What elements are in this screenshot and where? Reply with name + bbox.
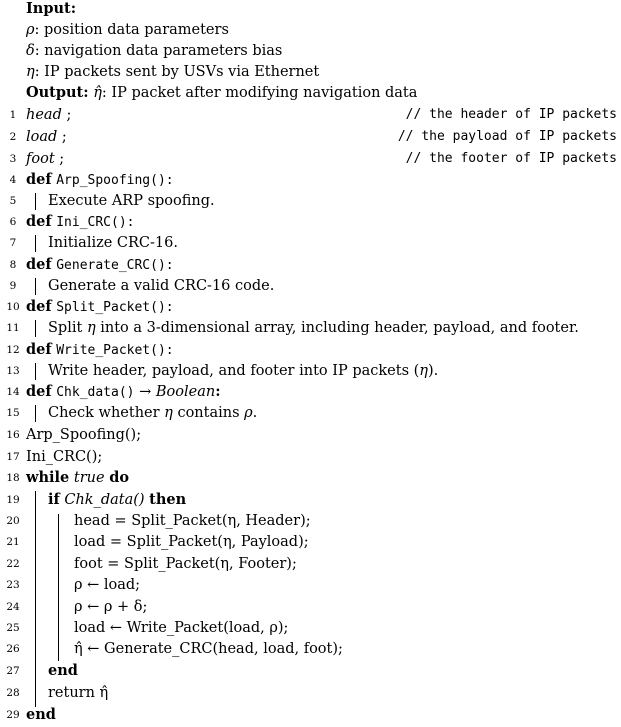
algo-line-7 — [0, 232, 621, 254]
input-eta — [0, 61, 621, 83]
input-header — [0, 0, 621, 20]
output-line — [0, 82, 621, 104]
line-number: 28 — [6, 687, 20, 699]
delta-description: : navigation data parameters bias — [34, 43, 283, 59]
algo-line-26 — [0, 638, 621, 660]
statement: Check whether η contains ρ. — [48, 405, 258, 421]
head-variable: head — [26, 107, 62, 123]
line-number: 6 — [9, 216, 17, 228]
line-number: 7 — [9, 237, 17, 249]
def-keyword: def — [26, 383, 52, 400]
then-keyword: then — [149, 491, 187, 508]
line-number: 19 — [6, 494, 20, 506]
line-number: 10 — [6, 301, 20, 313]
eta-hat-symbol: η̂ — [93, 85, 102, 101]
algo-line-28 — [0, 682, 621, 704]
function-name: Chk_data() — [56, 385, 135, 400]
input-rho — [0, 19, 621, 41]
algo-line-19 — [0, 489, 621, 511]
algo-line-1: 1 head ; // the header of IP packets — [0, 104, 621, 126]
statement: load ← Write_Packet(load, ρ); — [74, 620, 289, 636]
statement: η̂ ← Generate_CRC(head, load, foot); — [74, 641, 343, 657]
rho-description: : position data parameters — [34, 22, 229, 38]
algo-line-24 — [0, 596, 621, 618]
algo-line-21 — [0, 531, 621, 553]
loop-condition: true — [73, 470, 105, 486]
statement: ρ ← ρ + δ; — [74, 599, 148, 615]
line-number: 9 — [9, 280, 17, 292]
line-number: 18 — [6, 472, 20, 484]
algo-line-23 — [0, 574, 621, 596]
line-number: 17 — [6, 451, 20, 463]
eta-description: : IP packets sent by USVs via Ethernet — [34, 64, 320, 80]
line-number: 24 — [6, 601, 20, 613]
algo-line-3: 3 foot ; // the footer of IP packets — [0, 148, 621, 170]
statement: Generate a valid CRC-16 code. — [48, 278, 275, 294]
algo-line-12 — [0, 339, 621, 361]
footer-comment: // the footer of IP packets — [405, 151, 617, 166]
line-number: 15 — [6, 407, 20, 419]
eta-symbol: η — [26, 64, 35, 80]
foot-variable: foot — [26, 151, 55, 167]
statement: Ini_CRC(); — [26, 449, 103, 465]
return-type: Boolean — [155, 384, 216, 400]
algo-line-10 — [0, 296, 621, 318]
input-label: Input: — [26, 0, 77, 17]
load-variable: load — [26, 129, 58, 145]
line-number: 26 — [6, 643, 20, 655]
line-number: 25 — [6, 622, 20, 634]
line-number: 2 — [9, 131, 17, 143]
statement: Initialize CRC-16. — [48, 235, 178, 251]
if-condition: Chk_data() — [64, 492, 145, 508]
output-label: Output: — [26, 84, 89, 101]
algo-line-25 — [0, 617, 621, 639]
output-description: : IP packet after modifying navigation data — [101, 85, 418, 101]
def-keyword: def — [26, 298, 52, 315]
statement: return η̂ — [48, 685, 109, 701]
line-number: 3 — [9, 153, 17, 165]
def-keyword: def — [26, 213, 52, 230]
algo-line-20 — [0, 510, 621, 532]
line-number: 4 — [9, 174, 17, 186]
statement: ρ ← load; — [74, 577, 141, 593]
algo-line-29 — [0, 704, 621, 726]
algo-line-6 — [0, 211, 621, 233]
delta-symbol: δ — [26, 43, 35, 59]
line-number: 13 — [6, 365, 20, 377]
algo-line-4 — [0, 169, 621, 191]
statement: Write header, payload, and footer into IP packets (η). — [48, 363, 439, 379]
line-number: 29 — [6, 709, 20, 721]
line-number: 14 — [6, 386, 20, 398]
statement: Split η into a 3-dimensional array, including header, payload, and footer. — [48, 320, 579, 336]
do-keyword: do — [109, 469, 129, 486]
algo-line-15 — [0, 402, 621, 424]
line-number: 11 — [6, 322, 20, 334]
line-number: 8 — [9, 259, 17, 271]
algo-line-18 — [0, 467, 621, 489]
line-number: 21 — [6, 536, 20, 548]
statement: head = Split_Packet(η, Header); — [74, 513, 311, 529]
statement: Execute ARP spoofing. — [48, 193, 215, 209]
algo-line-14: 14 def Chk_data() → Boolean: — [0, 381, 621, 403]
algo-line-11 — [0, 317, 621, 339]
line-number: 1 — [9, 109, 17, 121]
function-name: Generate_CRC(): — [56, 258, 174, 273]
algo-line-17 — [0, 446, 621, 468]
if-keyword: if — [48, 491, 60, 508]
def-keyword: def — [26, 256, 52, 273]
line-number: 23 — [6, 579, 20, 591]
payload-comment: // the payload of IP packets — [397, 129, 617, 144]
algo-line-9 — [0, 275, 621, 297]
algo-line-16 — [0, 424, 621, 446]
def-keyword: def — [26, 171, 52, 188]
line-number: 22 — [6, 558, 20, 570]
algo-line-27 — [0, 660, 621, 682]
algo-line-8 — [0, 254, 621, 276]
algo-line-13 — [0, 360, 621, 382]
line-number: 16 — [6, 429, 20, 441]
line-number: 5 — [9, 195, 17, 207]
statement: foot = Split_Packet(η, Footer); — [74, 556, 297, 572]
statement: Arp_Spoofing(); — [26, 427, 142, 443]
end-keyword: end — [26, 706, 56, 723]
arrow-symbol: → — [134, 384, 156, 400]
rho-symbol: ρ — [26, 22, 35, 38]
statement: load = Split_Packet(η, Payload); — [74, 534, 309, 550]
function-name: Split_Packet(): — [56, 300, 174, 315]
while-keyword: while — [26, 469, 70, 486]
header-comment: // the header of IP packets — [405, 107, 617, 122]
algo-line-5 — [0, 190, 621, 212]
line-number: 27 — [6, 665, 20, 677]
line-number: 20 — [6, 515, 20, 527]
function-name: Arp_Spoofing(): — [56, 173, 174, 188]
algo-line-2: 2 load ; // the payload of IP packets — [0, 126, 621, 148]
function-name: Ini_CRC(): — [56, 215, 135, 230]
function-name: Write_Packet(): — [56, 343, 174, 358]
line-number: 12 — [6, 344, 20, 356]
def-keyword: def — [26, 341, 52, 358]
end-keyword: end — [48, 662, 78, 679]
algo-line-22 — [0, 553, 621, 575]
input-delta — [0, 40, 621, 62]
